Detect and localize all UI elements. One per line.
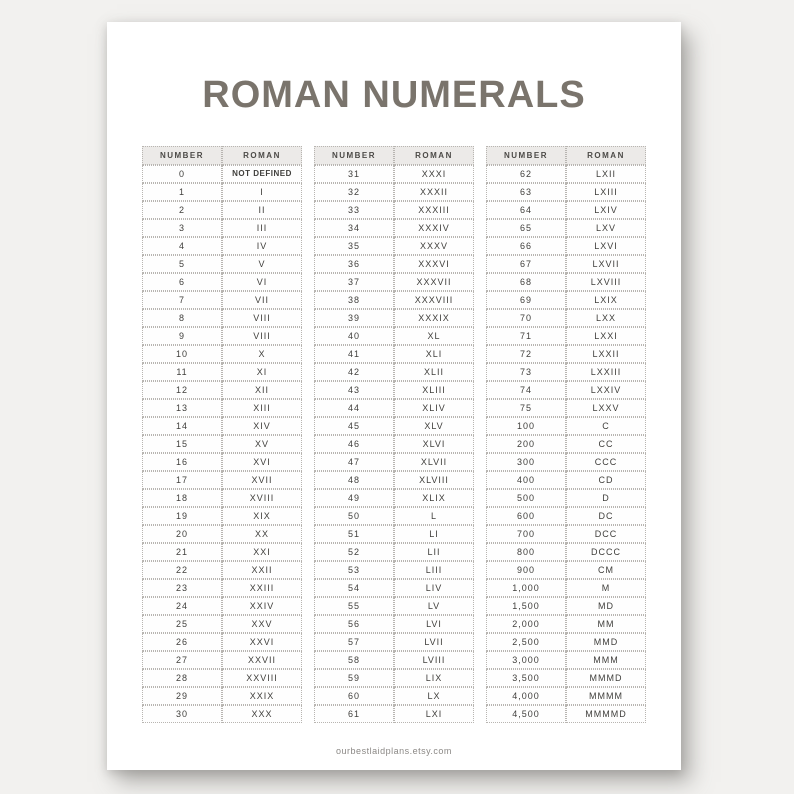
table-row xyxy=(486,219,646,237)
table-row xyxy=(314,291,474,309)
roman-cell: XXXI xyxy=(394,165,474,183)
roman-cell: XLII xyxy=(394,363,474,381)
number-cell: 4,500 xyxy=(486,705,566,723)
table-row xyxy=(142,471,302,489)
number-cell: 75 xyxy=(486,399,566,417)
number-cell: 12 xyxy=(142,381,222,399)
number-cell: 14 xyxy=(142,417,222,435)
table-row xyxy=(486,363,646,381)
table-row xyxy=(486,345,646,363)
number-cell: 700 xyxy=(486,525,566,543)
table-row xyxy=(314,507,474,525)
roman-cell: XX xyxy=(222,525,302,543)
table-row xyxy=(486,579,646,597)
number-cell: 71 xyxy=(486,327,566,345)
table-row xyxy=(142,417,302,435)
number-cell: 900 xyxy=(486,561,566,579)
number-cell: 23 xyxy=(142,579,222,597)
roman-cell: V xyxy=(222,255,302,273)
roman-cell: XLV xyxy=(394,417,474,435)
roman-cell: D xyxy=(566,489,646,507)
number-cell: 70 xyxy=(486,309,566,327)
roman-cell: MMM xyxy=(566,651,646,669)
roman-cell: XLVII xyxy=(394,453,474,471)
number-cell: 36 xyxy=(314,255,394,273)
table-row xyxy=(142,165,302,183)
roman-cell: LVII xyxy=(394,633,474,651)
roman-cell: CD xyxy=(566,471,646,489)
roman-cell: MD xyxy=(566,597,646,615)
roman-cell: XXIX xyxy=(222,687,302,705)
number-cell: 56 xyxy=(314,615,394,633)
number-cell: 49 xyxy=(314,489,394,507)
roman-cell: LI xyxy=(394,525,474,543)
number-cell: 3,000 xyxy=(486,651,566,669)
roman-cell: XXVI xyxy=(222,633,302,651)
number-cell: 50 xyxy=(314,507,394,525)
roman-cell: XXII xyxy=(222,561,302,579)
number-cell: 35 xyxy=(314,237,394,255)
number-cell: 18 xyxy=(142,489,222,507)
table-row xyxy=(142,453,302,471)
number-cell: 57 xyxy=(314,633,394,651)
roman-cell: XXXV xyxy=(394,237,474,255)
roman-cell: L xyxy=(394,507,474,525)
roman-cell: VII xyxy=(222,291,302,309)
table-row xyxy=(314,255,474,273)
roman-cell: I xyxy=(222,183,302,201)
number-cell: 38 xyxy=(314,291,394,309)
number-cell: 22 xyxy=(142,561,222,579)
number-cell: 45 xyxy=(314,417,394,435)
number-cell: 20 xyxy=(142,525,222,543)
roman-cell: LXVIII xyxy=(566,273,646,291)
table-row xyxy=(142,237,302,255)
number-cell: 59 xyxy=(314,669,394,687)
roman-cell: XIV xyxy=(222,417,302,435)
number-cell: 800 xyxy=(486,543,566,561)
roman-cell: MMMMD xyxy=(566,705,646,723)
roman-cell: XXV xyxy=(222,615,302,633)
number-cell: 68 xyxy=(486,273,566,291)
roman-cell: III xyxy=(222,219,302,237)
roman-cell: XLVI xyxy=(394,435,474,453)
page-title: ROMAN NUMERALS xyxy=(202,74,586,116)
table-row xyxy=(486,273,646,291)
table-row xyxy=(486,561,646,579)
number-cell: 69 xyxy=(486,291,566,309)
roman-cell: MMMD xyxy=(566,669,646,687)
number-cell: 63 xyxy=(486,183,566,201)
number-cell: 53 xyxy=(314,561,394,579)
number-cell: 300 xyxy=(486,453,566,471)
number-cell: 5 xyxy=(142,255,222,273)
table-row xyxy=(142,183,302,201)
table-row xyxy=(486,291,646,309)
header-row xyxy=(314,146,474,165)
number-cell: 9 xyxy=(142,327,222,345)
number-cell: 72 xyxy=(486,345,566,363)
number-cell: 4,000 xyxy=(486,687,566,705)
header-row xyxy=(486,146,646,165)
number-cell: 3 xyxy=(142,219,222,237)
table-row xyxy=(486,165,646,183)
table-row xyxy=(314,417,474,435)
roman-cell: DC xyxy=(566,507,646,525)
table-row xyxy=(142,291,302,309)
roman-cell: LXII xyxy=(566,165,646,183)
number-cell: 52 xyxy=(314,543,394,561)
number-cell: 1 xyxy=(142,183,222,201)
table-row xyxy=(314,237,474,255)
table-row xyxy=(142,651,302,669)
number-cell: 41 xyxy=(314,345,394,363)
number-column-header: NUMBER xyxy=(486,146,566,165)
number-cell: 27 xyxy=(142,651,222,669)
roman-cell: XI xyxy=(222,363,302,381)
roman-cell: MMMM xyxy=(566,687,646,705)
table-row xyxy=(314,435,474,453)
number-cell: 30 xyxy=(142,705,222,723)
number-cell: 24 xyxy=(142,597,222,615)
table-row xyxy=(486,615,646,633)
number-cell: 58 xyxy=(314,651,394,669)
table-row xyxy=(314,363,474,381)
number-cell: 600 xyxy=(486,507,566,525)
roman-cell: LV xyxy=(394,597,474,615)
roman-cell: XL xyxy=(394,327,474,345)
number-cell: 73 xyxy=(486,363,566,381)
roman-cell: LIX xyxy=(394,669,474,687)
table-row xyxy=(486,525,646,543)
table-row xyxy=(142,525,302,543)
table-row xyxy=(486,183,646,201)
roman-cell: XV xyxy=(222,435,302,453)
roman-column-header: ROMAN xyxy=(222,146,302,165)
table-row xyxy=(314,399,474,417)
roman-cell: XIII xyxy=(222,399,302,417)
table-row xyxy=(314,615,474,633)
table-row xyxy=(142,507,302,525)
roman-cell: XLVIII xyxy=(394,471,474,489)
footer-url: ourbestlaidplans.etsy.com xyxy=(336,746,452,756)
table-row xyxy=(314,489,474,507)
table-row xyxy=(486,705,646,723)
roman-cell: XIX xyxy=(222,507,302,525)
roman-cell: XXXIV xyxy=(394,219,474,237)
number-cell: 34 xyxy=(314,219,394,237)
roman-cell: XXXIII xyxy=(394,201,474,219)
number-cell: 13 xyxy=(142,399,222,417)
roman-cell: LIV xyxy=(394,579,474,597)
roman-cell: XXXVIII xyxy=(394,291,474,309)
number-cell: 60 xyxy=(314,687,394,705)
table-row xyxy=(142,597,302,615)
table-row xyxy=(314,561,474,579)
table-row xyxy=(142,273,302,291)
number-cell: 43 xyxy=(314,381,394,399)
table-row xyxy=(486,687,646,705)
number-cell: 2 xyxy=(142,201,222,219)
roman-cell: XVII xyxy=(222,471,302,489)
roman-column-header: ROMAN xyxy=(566,146,646,165)
roman-numerals-table-2 xyxy=(314,146,474,723)
roman-numerals-table-1 xyxy=(142,146,302,723)
table-row xyxy=(314,327,474,345)
number-column-header: NUMBER xyxy=(314,146,394,165)
number-cell: 44 xyxy=(314,399,394,417)
number-cell: 39 xyxy=(314,309,394,327)
table-row xyxy=(142,669,302,687)
roman-cell: XLIV xyxy=(394,399,474,417)
number-cell: 48 xyxy=(314,471,394,489)
table-row xyxy=(486,597,646,615)
table-row xyxy=(142,201,302,219)
number-cell: 6 xyxy=(142,273,222,291)
roman-cell: LVIII xyxy=(394,651,474,669)
table-row xyxy=(314,165,474,183)
roman-cell: MMD xyxy=(566,633,646,651)
table-row xyxy=(142,219,302,237)
table-row xyxy=(486,417,646,435)
number-cell: 17 xyxy=(142,471,222,489)
document-page xyxy=(107,22,681,770)
table-row xyxy=(314,633,474,651)
number-cell: 200 xyxy=(486,435,566,453)
table-row xyxy=(142,381,302,399)
number-column-header: NUMBER xyxy=(142,146,222,165)
roman-cell: VIII xyxy=(222,327,302,345)
roman-column-header: ROMAN xyxy=(394,146,474,165)
number-cell: 100 xyxy=(486,417,566,435)
roman-cell: LXX xyxy=(566,309,646,327)
number-cell: 64 xyxy=(486,201,566,219)
table-row xyxy=(142,309,302,327)
roman-cell: LII xyxy=(394,543,474,561)
table-row xyxy=(486,381,646,399)
roman-cell: XXXII xyxy=(394,183,474,201)
number-cell: 37 xyxy=(314,273,394,291)
roman-cell: LX xyxy=(394,687,474,705)
number-cell: 21 xyxy=(142,543,222,561)
tables-container xyxy=(107,146,681,723)
number-cell: 31 xyxy=(314,165,394,183)
roman-cell: XXVIII xyxy=(222,669,302,687)
number-cell: 65 xyxy=(486,219,566,237)
roman-cell: NOT DEFINED xyxy=(222,165,302,183)
number-cell: 42 xyxy=(314,363,394,381)
roman-cell: LXXII xyxy=(566,345,646,363)
number-cell: 32 xyxy=(314,183,394,201)
number-cell: 400 xyxy=(486,471,566,489)
number-cell: 7 xyxy=(142,291,222,309)
number-cell: 0 xyxy=(142,165,222,183)
number-cell: 16 xyxy=(142,453,222,471)
table-row xyxy=(142,489,302,507)
table-row xyxy=(142,615,302,633)
number-cell: 2,500 xyxy=(486,633,566,651)
roman-cell: LXI xyxy=(394,705,474,723)
roman-cell: CC xyxy=(566,435,646,453)
roman-cell: DCC xyxy=(566,525,646,543)
table-row xyxy=(314,381,474,399)
number-cell: 28 xyxy=(142,669,222,687)
table-row xyxy=(314,579,474,597)
table-row xyxy=(314,651,474,669)
table-row xyxy=(486,633,646,651)
table-row xyxy=(142,543,302,561)
roman-cell: LIII xyxy=(394,561,474,579)
number-cell: 55 xyxy=(314,597,394,615)
number-cell: 66 xyxy=(486,237,566,255)
roman-cell: XXXVI xyxy=(394,255,474,273)
number-cell: 54 xyxy=(314,579,394,597)
table-row xyxy=(314,669,474,687)
number-cell: 29 xyxy=(142,687,222,705)
roman-cell: LXVII xyxy=(566,255,646,273)
table-row xyxy=(142,633,302,651)
number-cell: 15 xyxy=(142,435,222,453)
roman-cell: MM xyxy=(566,615,646,633)
table-row xyxy=(314,183,474,201)
number-cell: 47 xyxy=(314,453,394,471)
roman-cell: LVI xyxy=(394,615,474,633)
roman-cell: LXXI xyxy=(566,327,646,345)
roman-cell: LXXV xyxy=(566,399,646,417)
table-row xyxy=(486,435,646,453)
table-row xyxy=(314,543,474,561)
roman-cell: LXIX xyxy=(566,291,646,309)
roman-cell: XXIV xyxy=(222,597,302,615)
roman-cell: LXXIV xyxy=(566,381,646,399)
number-cell: 4 xyxy=(142,237,222,255)
roman-cell: XLIII xyxy=(394,381,474,399)
table-row xyxy=(314,273,474,291)
roman-cell: XXI xyxy=(222,543,302,561)
roman-cell: CM xyxy=(566,561,646,579)
number-cell: 25 xyxy=(142,615,222,633)
roman-cell: XXX xyxy=(222,705,302,723)
table-row xyxy=(486,471,646,489)
roman-cell: M xyxy=(566,579,646,597)
roman-cell: LXV xyxy=(566,219,646,237)
number-cell: 500 xyxy=(486,489,566,507)
roman-cell: IV xyxy=(222,237,302,255)
roman-cell: LXXIII xyxy=(566,363,646,381)
table-row xyxy=(142,579,302,597)
roman-cell: CCC xyxy=(566,453,646,471)
number-cell: 74 xyxy=(486,381,566,399)
table-row xyxy=(486,453,646,471)
number-cell: 1,500 xyxy=(486,597,566,615)
table-row xyxy=(486,507,646,525)
number-cell: 40 xyxy=(314,327,394,345)
table-row xyxy=(486,543,646,561)
table-row xyxy=(486,651,646,669)
roman-cell: XXXVII xyxy=(394,273,474,291)
table-row xyxy=(142,345,302,363)
number-cell: 2,000 xyxy=(486,615,566,633)
number-cell: 3,500 xyxy=(486,669,566,687)
table-row xyxy=(142,435,302,453)
roman-cell: XVIII xyxy=(222,489,302,507)
number-cell: 51 xyxy=(314,525,394,543)
roman-cell: XXXIX xyxy=(394,309,474,327)
table-row xyxy=(314,705,474,723)
number-cell: 61 xyxy=(314,705,394,723)
table-row xyxy=(314,525,474,543)
number-cell: 67 xyxy=(486,255,566,273)
table-row xyxy=(314,219,474,237)
table-row xyxy=(314,687,474,705)
table-row xyxy=(142,561,302,579)
table-row xyxy=(314,309,474,327)
table-row xyxy=(142,705,302,723)
table-row xyxy=(142,687,302,705)
number-cell: 8 xyxy=(142,309,222,327)
table-row xyxy=(486,309,646,327)
table-row xyxy=(486,237,646,255)
roman-cell: LXVI xyxy=(566,237,646,255)
roman-cell: XLIX xyxy=(394,489,474,507)
table-row xyxy=(486,201,646,219)
roman-cell: XXIII xyxy=(222,579,302,597)
number-cell: 11 xyxy=(142,363,222,381)
table-row xyxy=(314,471,474,489)
table-row xyxy=(142,363,302,381)
roman-cell: VI xyxy=(222,273,302,291)
table-row xyxy=(486,399,646,417)
header-row xyxy=(142,146,302,165)
table-row xyxy=(314,345,474,363)
number-cell: 1,000 xyxy=(486,579,566,597)
roman-cell: LXIII xyxy=(566,183,646,201)
table-row xyxy=(486,255,646,273)
number-cell: 10 xyxy=(142,345,222,363)
table-row xyxy=(314,453,474,471)
table-row xyxy=(486,489,646,507)
number-cell: 33 xyxy=(314,201,394,219)
roman-cell: DCCC xyxy=(566,543,646,561)
roman-cell: LXIV xyxy=(566,201,646,219)
roman-cell: C xyxy=(566,417,646,435)
roman-cell: II xyxy=(222,201,302,219)
roman-cell: VIII xyxy=(222,309,302,327)
number-cell: 46 xyxy=(314,435,394,453)
roman-numerals-table-3 xyxy=(486,146,646,723)
number-cell: 62 xyxy=(486,165,566,183)
table-row xyxy=(142,255,302,273)
table-row xyxy=(142,399,302,417)
table-row xyxy=(486,669,646,687)
number-cell: 19 xyxy=(142,507,222,525)
roman-cell: XLI xyxy=(394,345,474,363)
roman-cell: XII xyxy=(222,381,302,399)
table-row xyxy=(142,327,302,345)
roman-cell: XXVII xyxy=(222,651,302,669)
roman-cell: XVI xyxy=(222,453,302,471)
table-row xyxy=(314,597,474,615)
table-row xyxy=(314,201,474,219)
number-cell: 26 xyxy=(142,633,222,651)
roman-cell: X xyxy=(222,345,302,363)
table-row xyxy=(486,327,646,345)
